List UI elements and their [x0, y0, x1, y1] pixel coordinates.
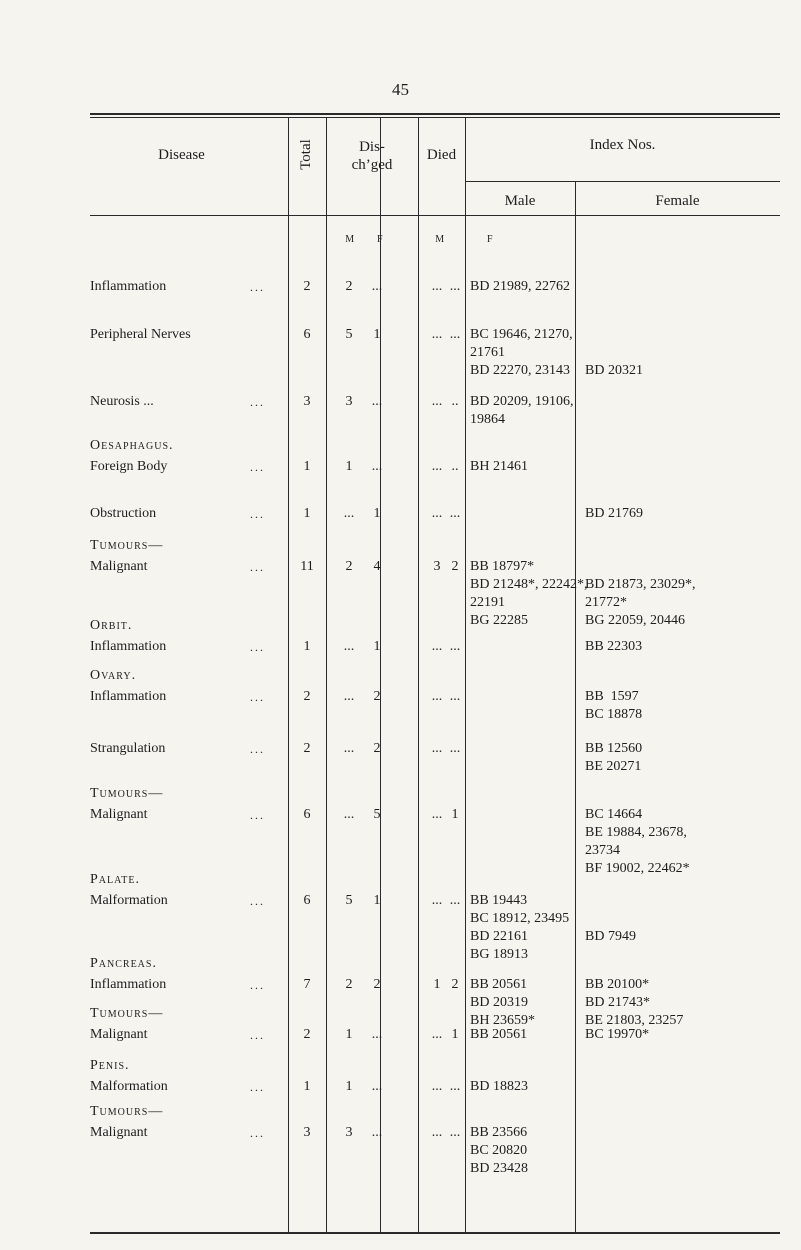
cell-df: ... [371, 1027, 383, 1042]
disease-label: Inflammation [90, 689, 167, 704]
cell-xf: ... [449, 639, 461, 654]
index-female: BC 19970* [585, 1027, 650, 1042]
header-male: Male [504, 193, 536, 209]
cell-df: ... [371, 459, 383, 474]
cell-xm: ... [431, 1027, 443, 1042]
index-male: BB 20561 BD 20319 BH 23659* [470, 977, 535, 1028]
section-heading: Tumours— [90, 1006, 164, 1021]
disease-label: Peripheral Nerves [90, 327, 191, 342]
index-female: BD 21769 [585, 506, 643, 521]
index-male: BB 23566 BC 20820 BD 23428 [470, 1125, 528, 1176]
leader-dots: ... [250, 280, 265, 294]
cell-xf: .. [451, 394, 459, 409]
cell-dm: ... [343, 741, 355, 756]
cell-total: 6 [303, 807, 311, 822]
cell-df: 1 [373, 893, 381, 908]
cell-total: 2 [303, 689, 311, 704]
leader-dots: ... [250, 560, 265, 574]
cell-xf: ... [449, 506, 461, 521]
cell-xm: ... [431, 506, 443, 521]
cell-xm: ... [431, 893, 443, 908]
cell-xf: 2 [451, 977, 459, 992]
section-heading: Palate. [90, 872, 140, 887]
header-total: Total [297, 138, 314, 170]
section-heading: Ovary. [90, 668, 137, 683]
index-male: BD 21989, 22762 [470, 279, 570, 294]
cell-df: ... [371, 279, 383, 294]
header-disease: Disease [158, 147, 205, 163]
table-top-rule [90, 113, 780, 115]
cell-df: 2 [373, 741, 381, 756]
cell-xf: ... [449, 327, 461, 342]
cell-total: 3 [303, 1125, 311, 1140]
index-male: BB 20561 [470, 1027, 528, 1042]
cell-xf: ... [449, 741, 461, 756]
leader-dots: ... [250, 507, 265, 521]
index-female: BD 20321 [585, 363, 643, 378]
index-female: BB 20100* BD 21743* BE 21803, 23257 [585, 977, 684, 1028]
cell-df: 5 [373, 807, 381, 822]
cell-total: 11 [300, 559, 314, 574]
disease-label: Malignant [90, 559, 148, 574]
cell-dm: ... [343, 689, 355, 704]
index-female: BD 21873, 23029*, 21772* BG 22059, 20446 [585, 577, 696, 628]
leader-dots: ... [250, 894, 265, 908]
cell-xm: ... [431, 1125, 443, 1140]
leader-dots: ... [250, 1126, 265, 1140]
cell-total: 6 [303, 327, 311, 342]
index-female: BB 22303 [585, 639, 643, 654]
sub-died-f: F [486, 234, 494, 245]
cell-xf: ... [449, 1125, 461, 1140]
section-heading: Tumours— [90, 1104, 164, 1119]
cell-df: 2 [373, 689, 381, 704]
cell-xf: ... [449, 279, 461, 294]
leader-dots: ... [250, 808, 265, 822]
leader-dots: ... [250, 395, 265, 409]
cell-dm: 2 [345, 279, 353, 294]
cell-xm: ... [431, 459, 443, 474]
cell-xm: 1 [433, 977, 441, 992]
cell-xf: 2 [451, 559, 459, 574]
cell-dm: ... [343, 506, 355, 521]
sub-discharged-m: M [345, 234, 355, 245]
leader-dots: ... [250, 978, 265, 992]
disease-label: Malignant [90, 807, 148, 822]
cell-xm: ... [431, 394, 443, 409]
index-female: BB 12560 BE 20271 [585, 741, 643, 774]
index-male: BD 20209, 19106, 19864 [470, 394, 574, 427]
cell-dm: 1 [345, 1079, 353, 1094]
index-male: BC 19646, 21270, 21761 BD 22270, 23143 [470, 327, 573, 378]
leader-dots: ... [250, 640, 265, 654]
disease-label: Malignant [90, 1027, 148, 1042]
page-number: 45 [392, 80, 409, 99]
disease-label: Inflammation [90, 639, 167, 654]
cell-dm: 5 [345, 327, 353, 342]
cell-xm: ... [431, 327, 443, 342]
cell-dm: 3 [345, 1125, 353, 1140]
cell-total: 2 [303, 279, 311, 294]
cell-dm: ... [343, 639, 355, 654]
cell-xm: ... [431, 807, 443, 822]
cell-dm: 1 [345, 1027, 353, 1042]
col-divider-disease [288, 117, 289, 1232]
index-male: BB 18797* BD 21248*, 22242*, 22191 BG 22285 [470, 559, 588, 628]
disease-label: Strangulation [90, 741, 166, 756]
cell-total: 3 [303, 394, 311, 409]
cell-xf: 1 [451, 807, 459, 822]
disease-label: Malformation [90, 1079, 168, 1094]
cell-xf: .. [451, 459, 459, 474]
sub-died-m: M [435, 234, 445, 245]
section-heading: Oesaphagus. [90, 438, 174, 453]
cell-df: 4 [373, 559, 381, 574]
cell-xm: ... [431, 689, 443, 704]
cell-xm: ... [431, 279, 443, 294]
cell-dm: 2 [345, 977, 353, 992]
index-male: BB 19443 BC 18912, 23495 BD 22161 BG 18913 [470, 893, 570, 962]
cell-df: 1 [373, 506, 381, 521]
leader-dots: ... [250, 742, 265, 756]
section-heading: Orbit. [90, 618, 133, 633]
cell-df: 1 [373, 639, 381, 654]
disease-label: Neurosis ... [90, 394, 154, 409]
header-index-nos: Index Nos. [589, 137, 656, 153]
sub-discharged-f: F [376, 234, 384, 245]
cell-xf: ... [449, 1079, 461, 1094]
cell-xm: ... [431, 1079, 443, 1094]
index-female: BB 1597 BC 18878 [585, 689, 643, 722]
cell-dm: ... [343, 807, 355, 822]
disease-label: Inflammation [90, 279, 167, 294]
leader-dots: ... [250, 690, 265, 704]
cell-dm: 1 [345, 459, 353, 474]
leader-dots: ... [250, 1080, 265, 1094]
cell-df: 1 [373, 327, 381, 342]
cell-xm: ... [431, 639, 443, 654]
col-divider-male-female [575, 181, 576, 1232]
cell-df: ... [371, 1079, 383, 1094]
cell-dm: 2 [345, 559, 353, 574]
col-divider-total [326, 117, 327, 1232]
cell-total: 2 [303, 741, 311, 756]
disease-label: Foreign Body [90, 459, 168, 474]
cell-total: 2 [303, 1027, 311, 1042]
cell-xm: 3 [433, 559, 441, 574]
leader-dots: ... [250, 1028, 265, 1042]
leader-dots: ... [250, 460, 265, 474]
cell-xf: 1 [451, 1027, 459, 1042]
cell-xf: ... [449, 893, 461, 908]
cell-dm: 3 [345, 394, 353, 409]
cell-total: 6 [303, 893, 311, 908]
disease-label: Obstruction [90, 506, 157, 521]
cell-total: 1 [303, 506, 311, 521]
index-male: BH 21461 [470, 459, 528, 474]
cell-xf: ... [449, 689, 461, 704]
header-discharged: Dis- ch’ged [351, 139, 393, 173]
col-divider-discharged [418, 117, 419, 1232]
section-heading: Pancreas. [90, 956, 157, 971]
disease-label: Inflammation [90, 977, 167, 992]
table-bottom-rule [90, 1232, 780, 1234]
section-heading: Tumours— [90, 786, 164, 801]
header-female: Female [655, 193, 700, 209]
cell-total: 1 [303, 1079, 311, 1094]
cell-total: 1 [303, 459, 311, 474]
table-top-rule-thin [90, 117, 780, 118]
index-subheader-rule [465, 181, 780, 182]
index-male: BD 18823 [470, 1079, 528, 1094]
section-heading: Penis. [90, 1058, 130, 1073]
index-female: BC 14664 BE 19884, 23678, 23734 BF 19002, 22462* [585, 807, 690, 876]
cell-xm: ... [431, 741, 443, 756]
disease-label: Malformation [90, 893, 168, 908]
disease-label: Malignant [90, 1125, 148, 1140]
section-heading: Tumours— [90, 538, 164, 553]
cell-total: 1 [303, 639, 311, 654]
cell-df: 2 [373, 977, 381, 992]
cell-df: ... [371, 1125, 383, 1140]
header-bottom-rule [90, 215, 780, 216]
cell-total: 7 [303, 977, 311, 992]
index-female: BD 7949 [585, 929, 636, 944]
cell-dm: 5 [345, 893, 353, 908]
cell-df: ... [371, 394, 383, 409]
header-died: Died [426, 147, 457, 163]
